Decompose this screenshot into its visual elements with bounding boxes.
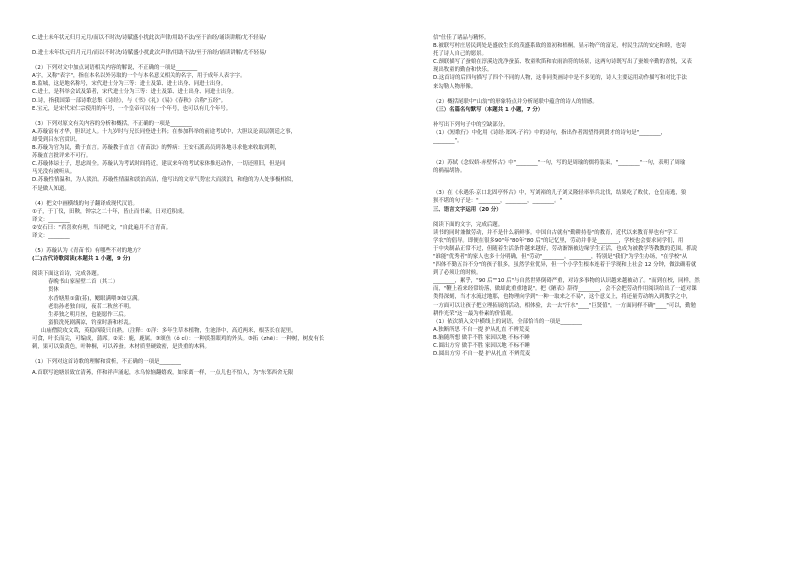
text-line: 的祸福胡协。 [433,168,466,175]
option-line: E.宝元，是宋代宋仁宗使用的年号，一个皇帝可以有一个年号，也可以有几个年号。 [32,105,232,112]
section-heading: (二)古代诗歌阅读(本题共 1 小题，9 分) [32,256,131,263]
option-line: D.这首诗的后四句描写了四个不同的人物，这非同类画诗中是不多见的，诗人主要运用动作描写和对比手法 [433,75,687,82]
option-line: B.被联写村庄居民到处是盛放生长的茂盛系致的盈初和梧桐，显示物产的富足，村民生活的安定和睦，也寄 [433,43,687,50]
text-line: 而，"鞭上着来经常纷落，做却此重重地说"。把《陋表》辞得________，会不会把劳动作用阅读给出了一道对课 [433,286,697,293]
text-line: 补写出下列句子中的空缺部分。 [433,121,509,128]
text-line: 于中央制品正常不过，但随着生活条件越来越好，劳动渐渐被边缘学生正活，也成为被教学等教教的范围。抓说 [433,245,698,252]
left-column [32,34,384,377]
option-line: D.圆出方穷 不自一提 护从扎直 不辨荒麦 [433,351,531,358]
option-line: C.圆出方穷 做手不胜 家因以地 不标不睡 [433,343,530,349]
spacer [32,57,384,64]
text-line: 来勾勒人物形像。 [433,83,477,90]
option-line: C.进士，是科举会试及第者，宋代进士分为三等：进士及第、进士出身、同进士出身。 [32,89,237,96]
text-line: 狈不堪的句子是："________，________，________。" [433,198,562,205]
right-column [433,34,785,358]
text-line: 阅读下面这首诗，完成各题。 [32,271,103,278]
question-line: （2）概括尾联中"山翁"的形象特点并分析尾联中蕴含的诗人的情感。 [433,98,598,105]
text-line: ①子，于丁仪，田鞅，钟宗之二十年，皆止而书素，日对近积成。 [32,208,188,215]
text-line: 信"仕佳了诸品与精怀。 [433,35,490,41]
text-line: 苏璇直言批评来不可行。 [32,153,92,160]
text-line: "四体不勤五谷不分"的孩子很多，虽然学业优异，但一个小学生根本连着于学现和上社会 12 分钟，做法确着就 [433,262,697,269]
question-line: （4）把文中画横线的句子翻译成现代汉语。 [32,200,138,207]
poem-line: 蛮狼洗死剧满凉，钓童时游和杉乱。 [48,319,135,326]
text-line: 类得深刻，当才水流过地那，也物理向学到"一种一取来之不易"，这个意义上，将还量劳动纳入到教学之中， [433,294,692,301]
question-line: （1）下列对这首诗歌的理解和赏析，不正确的一项是________ [32,359,181,366]
poem-line: 生养独之明月丝，也能愿作三后。 [48,311,129,318]
poem-notes: 刺，果可以染黄色，叶种桐，可以养蚕。木材质坚硬致密，是贵重的木料。 [32,344,210,351]
question-line: （5）苏璇认为《青苗书》有哪些不对的地方？ [32,248,144,255]
option-line: D.苏璇性情温和，为人淡泊。苏璇性情温和淡泊高洁，他写出的文章气势宏大而淡泊，和他的为人处事极相似， [32,177,297,184]
text-line: 到了必须让的时候。 [433,270,482,277]
text-line: 现出牧童的勤奋和快乐。 [433,67,493,74]
option-line: D.进士未年状元归月元月/而以不时决/诗賦盛小扰此次声律/用助不法/至于治经/诵读讲解/尤不轻易/ [32,50,267,57]
text-line: 却受到吕东宫赏识。 [32,136,81,143]
spacer [433,152,785,159]
spacer [433,182,785,189]
spacer [433,114,785,121]
text-line: 不是做人知道。 [32,185,70,192]
answer-line: 译文：________ [32,232,70,239]
section-heading: 三、语言文字运用（20 分） [433,206,502,213]
poem-notes: 山庙僧院攻文哉，英稳西陵只自熟。（注释：①洋：多年生草本植物，生池泽中，高近两米，根茎长在泥里， [41,327,297,334]
option-line: C.进士未年状元归月元月/而以不时决/诗賦盛小扰此次声律/用助不法/至于治经/诵读讲解/尤不轻易/ [32,35,266,41]
text-line: "谁能"优秀者"的家人也多十分明确，但"劳动"________。________，特别是"我们"为学生办场，"在学校"从 [433,253,688,260]
option-line: D.诗，指我国第一部诗歌总集《诗经》，与《书》《礼》《易》《春秋》合称"五经"。 [32,97,227,104]
text-line: 阅读下面的文字，完成后题。 [433,221,504,228]
option-line: A.苏璇富有才华，胆识过人。十九岁时与兄长同登进士科；在参加科举的前途考试中，大胆议论高层朝廷之事， [32,128,297,135]
spacer [32,113,384,120]
option-line: A.首联写池塘景致宜清莠，伴和祥声涌起，水乌惊恼翻嬉戏，如家离一样，一点儿也不怕人，为"东邻西舍无限 [32,370,294,377]
option-line: B.苏璇为官为民，勤于直言。苏璇教于直言《青苗法》的弊病：王安石派高员到各地寻求他来收取到利， [32,145,280,152]
spacer [433,91,785,98]
question-line: （3）下列对原文有关内容的分析和概括，不正确的一项是________ [32,120,192,127]
text-line: ________，累乎，"90 后""10 后"与自然世界倒碍严重，对诗多事物的认识越来越被动了。"而到在校，同样，然 [433,278,700,285]
text-line: A字，又称"表字"，指在本名以外另取的一个与本名意义相关的名字，用于成年人表字字。 [32,73,246,80]
text-line: 一方面可以让孩子把立理拓展的活动，相体验，去一去"汗水"____"巨贤值"，一方面同样不确"____"可以，勤勉 [433,302,696,309]
option-line: C.苏璇体谅士子，思虑周全。苏璇认为考试时间将近，建议来年的考试家体推迟动作，一切还照旧，但是同 [32,161,286,168]
spacer [32,193,384,200]
text-line: 马光没有被听从。 [32,169,76,176]
spacer [433,145,785,152]
option-line: B.脑随所想 做手不胜 家因以地 不标不睡 [433,334,530,341]
answer-line: 译文：________ [32,216,70,223]
option-line: B.监城，这是地名称号，宋代进士分为三等：进士及第、进士出身、同进士出身。 [32,81,227,88]
text-line: 耕作光荣"这一最为朴素的价值观。 [433,310,517,317]
poem-title: 春晚书山家屋壁二首（其二） [48,279,119,286]
question-line: （1）依次填入文中横线上的词语，全部恰当的一项是________ [433,318,582,325]
text-line: 托了诗人自己的愿景。 [433,51,487,58]
question-line: （3）在《永遇乐·京口北固亭怀古》中，写刘裕的儿子刘义隆轻率举兵北伐，结果吃了败仗，仓皇南逃，狼 [433,190,687,197]
text-line: 读书的同时兼做劳动，并不是什么新鲜事。中国自古就有"勤耕持卷"的教育，近代以来教育界也有"学工 [433,229,678,236]
spacer [32,42,384,49]
poem-line: 老翁孙老独自叹，夜茗二秋丝不明。 [48,303,135,310]
text-line: ②安石曰："君喜欢有理，当译吧文，"自此遍月不言青苗。 [32,224,172,231]
text-line: ________"。 [433,138,463,145]
option-line: C.颈联描写了蚕娘在淳溪边洗净蚕茧、牧童吹笛和农雨治符的场景，这两句诗既写出了蚕娘辛勤的喜悦，又表 [433,59,692,66]
question-line: （1）《短歌行》中化用《诗经·郑风·子衿》中的诗句，指出作者渴望得到贤才的诗句是"________， [433,129,667,136]
spacer [32,240,384,247]
poem-notes: 可食，叶长而尖，可编成，蒲席。②采：鹿，鹿属。③颂鱼（ǒ cí）：一种淡墨眼鸡的外头。③拓（zhē）：一种树，树皮有长 [32,336,325,342]
option-line: A.独断所思 不自一提 护从扎直 不辨荒麦 [433,326,530,333]
question-line: （2）下列对文中加点词语相关内容的解说，不正确的一项是________ [32,65,198,72]
spacer [433,214,785,221]
spacer [433,175,785,182]
poem-line: 水香塘黑①蒲(荪)，鳃眼满喂③如豆满。 [48,295,143,302]
question-line: （2）苏轼《念奴娇·赤壁怀古》中"________"一句，写的是周瑜的儒将装束，"________"一句，表明了周瑜 [433,160,686,167]
text-line: 学农"的倡导。即便在很多90"年"80年"80 后"的记忆里，劳动并非是________，学校也会要求同学们，用 [433,237,684,244]
poem-author: 贯休 [48,287,59,294]
spacer [32,263,384,270]
section-heading: （三）名篇名句默写（本题共 1 小题，7 分） [433,106,544,113]
